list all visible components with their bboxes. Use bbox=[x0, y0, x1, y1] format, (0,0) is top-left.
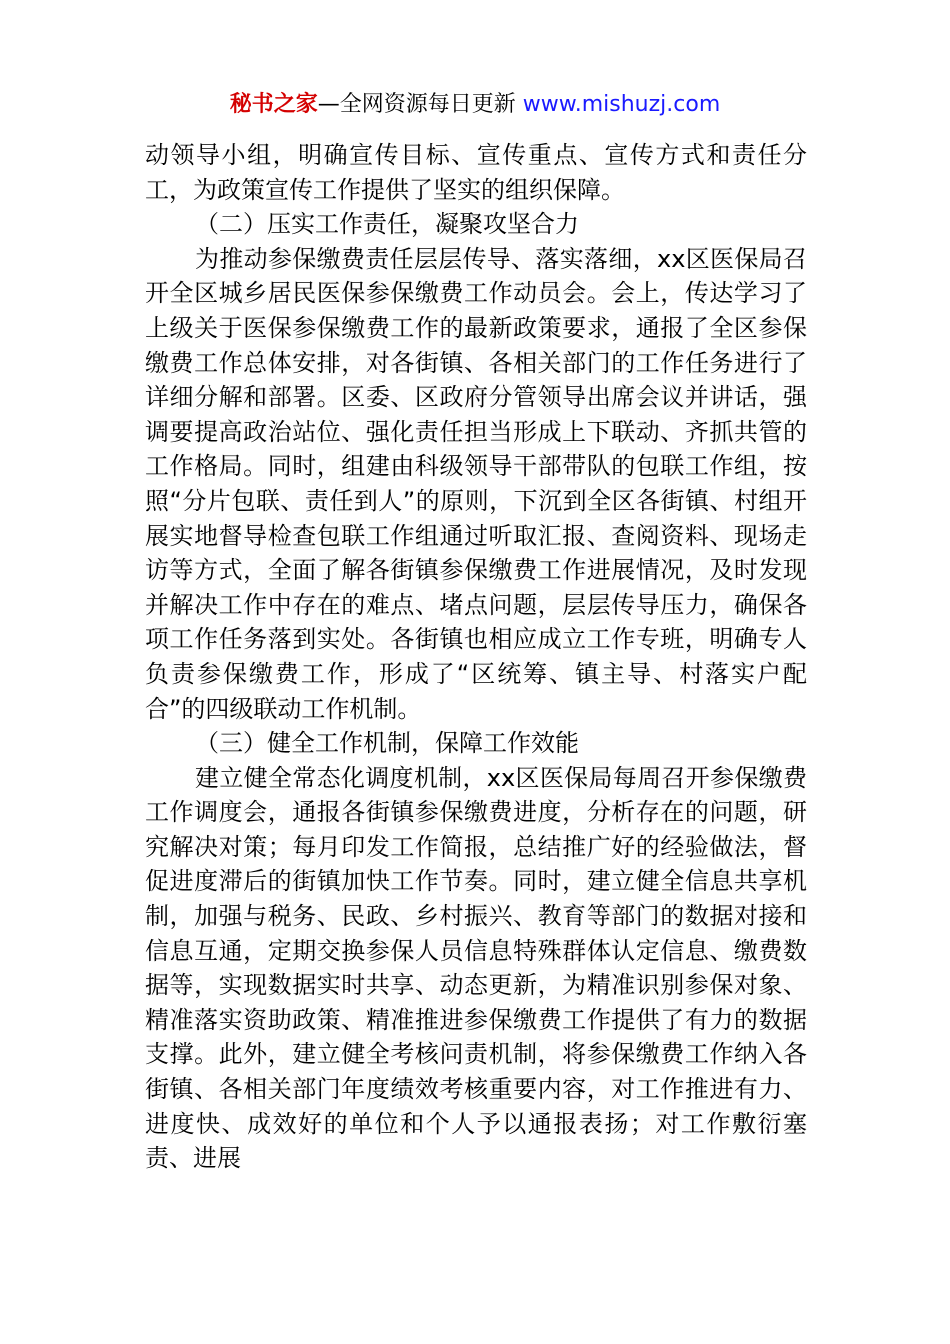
section-heading-2: （二）压实工作责任，凝聚攻坚合力 bbox=[195, 210, 579, 239]
brand-name: 秘书之家 bbox=[229, 92, 318, 117]
page-header bbox=[0, 88, 950, 122]
paragraph-body: 建立健全常态化调度机制，xx区医保局每周召开参保缴费工作调度会，通报各街镇参保缴费进度，分析存在的问题，研究解决对策；每月印发工作简报，总结推广好的经验做法，督促进度滞后的街镇加快工作节奏。同时，建立健全信息共享机制，加强与税务、民政、乡村振兴、教育等部门的数据对接和信息互通，定期交换参保人员信息特殊群体认定信息、缴费数据等，实现数据实时共享、动态更新，为精准识别参保对象、精准落实资助政策、精准推进参保缴费工作提供了有力的数据支撑。此外，建立健全考核问责机制，将参保缴费工作纳入各街镇、各相关部门年度绩效考核重要内容，对工作推进有力、进度快、成效好的单位和个人予以通报表扬；对工作敷衍塞责、进展 bbox=[145, 763, 807, 1173]
document-body bbox=[145, 138, 807, 1176]
paragraph-body: 为推动参保缴费责任层层传导、落实落细，xx区医保局召开全区城乡居民医保参保缴费工作动员会。会上，传达学习了上级关于医保参保缴费工作的最新政策要求，通报了全区参保缴费工作总体安排，对各街镇、各相关部门的工作任务进行了详细分解和部署。区委、区政府分管领导出席会议并讲话，强调要提高政治站位、强化责任担当形成上下联动、齐抓共管的工作格局。同时，组建由科级领导干部带队的包联工作组，按照“分片包联、责任到人”的原则，下沉到全区各街镇、村组开展实地督导检查包联工作组通过听取汇报、查阅资料、现场走访等方式，全面了解各街镇参保缴费工作进展情况，及时发现并解决工作中存在的难点、堵点问题，层层传导压力，确保各项工作任务落到实处。各街镇也相应成立工作专班，明确专人负责参保缴费工作，形成了“区统筹、镇主导、村落实户配合”的四级联动工作机制。 bbox=[145, 244, 807, 723]
section-heading-3: （三）健全工作机制，保障工作效能 bbox=[195, 729, 579, 758]
header-slogan: —全网资源每日更新 bbox=[317, 92, 523, 117]
header-url-link[interactable]: www.mishuzj.com bbox=[522, 92, 721, 117]
paragraph-continuation: 动领导小组，明确宣传目标、宣传重点、宣传方式和责任分工，为政策宣传工作提供了坚实的组织保障。 bbox=[145, 141, 807, 204]
